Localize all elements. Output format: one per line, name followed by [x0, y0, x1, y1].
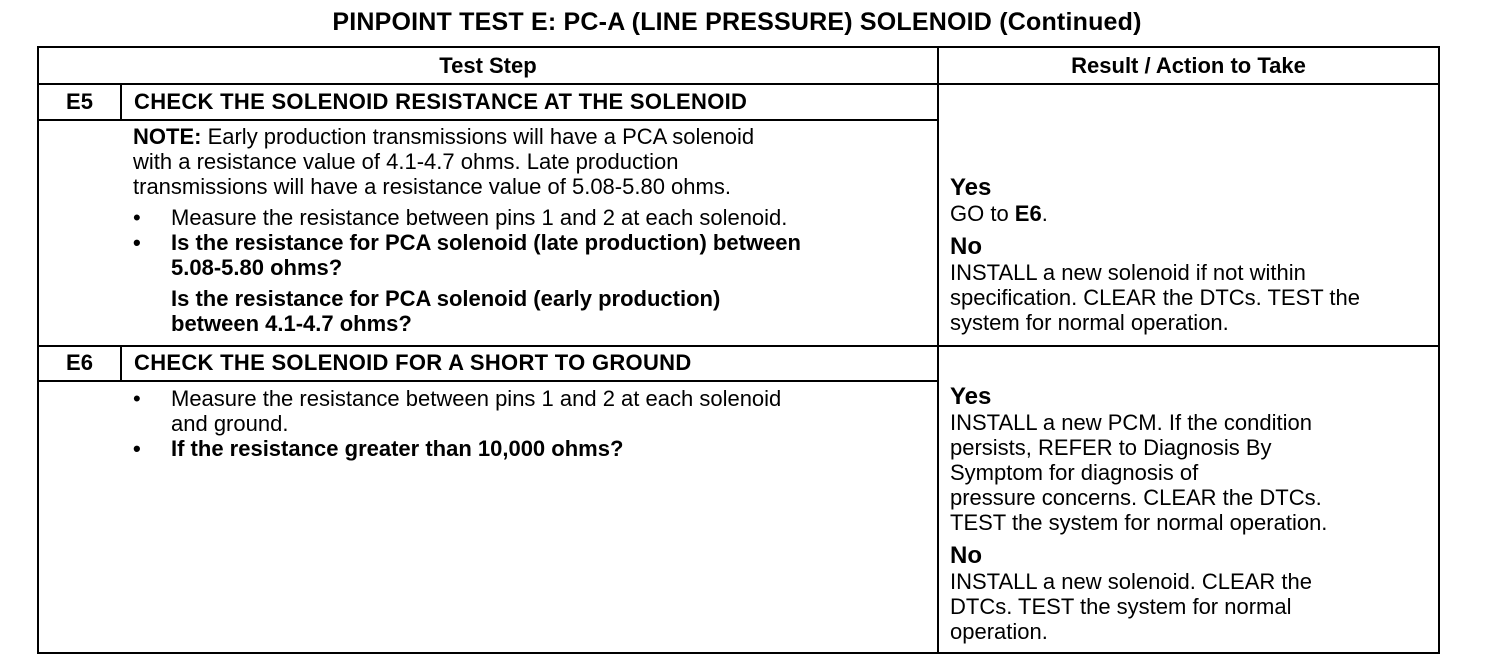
- bullet-marker: •: [133, 386, 141, 411]
- table-bottom-border: [37, 652, 1440, 654]
- list-item: [133, 230, 933, 280]
- bullet-list: [133, 205, 933, 280]
- table-right-border: [1438, 46, 1440, 654]
- e6-id-divider: [120, 345, 122, 382]
- e5-bottom-border: [37, 345, 1440, 347]
- table-top-border: [37, 46, 1440, 48]
- result-line: specification. CLEAR the DTCs. TEST the: [950, 285, 1361, 310]
- e5-title-divider: [37, 119, 939, 121]
- result-text: GO to: [950, 201, 1015, 226]
- result-line: pressure concerns. CLEAR the DTCs.: [950, 485, 1322, 510]
- sub-question-line: Is the resistance for PCA solenoid (early production): [171, 286, 721, 311]
- bullet-text: If the resistance greater than 10,000 ohms?: [171, 436, 624, 461]
- result-line: INSTALL a new solenoid. CLEAR the: [950, 569, 1312, 594]
- header-test-step: Test Step: [439, 53, 537, 78]
- bullet-marker: •: [133, 205, 141, 230]
- header-bottom-border: [37, 83, 1440, 85]
- result-no-label: No: [950, 542, 982, 569]
- bullet-text: Is the resistance for PCA solenoid (late production) between: [171, 230, 801, 255]
- result-yes-text: [950, 410, 1434, 535]
- result-line: persists, REFER to Diagnosis By: [950, 435, 1272, 460]
- sub-question: [133, 286, 933, 336]
- result-no-text: [950, 260, 1434, 335]
- header-result: Result / Action to Take: [1071, 53, 1306, 78]
- step-body-e5: [133, 124, 933, 336]
- bullet-list: [133, 386, 933, 461]
- result-line: operation.: [950, 619, 1048, 644]
- result-line: DTCs. TEST the system for normal: [950, 594, 1292, 619]
- bullet-text: Measure the resistance between pins 1 and 2 at each solenoid.: [171, 205, 788, 230]
- bullet-marker: •: [133, 230, 141, 255]
- step-reference: E6: [1014, 201, 1042, 226]
- result-yes-label: Yes: [950, 383, 992, 410]
- step-body-e6: [133, 386, 933, 461]
- e5-id-divider: [120, 83, 122, 121]
- result-no-label: No: [950, 233, 982, 260]
- result-yes-text: [950, 201, 1434, 226]
- step-title-e6: CHECK THE SOLENOID FOR A SHORT TO GROUND: [134, 350, 692, 375]
- bullet-text: and ground.: [171, 411, 289, 436]
- result-text: .: [1041, 201, 1048, 226]
- result-line: INSTALL a new solenoid if not within: [950, 260, 1306, 285]
- result-line: Symptom for diagnosis of: [950, 460, 1199, 485]
- result-line: system for normal operation.: [950, 310, 1229, 335]
- page-title: PINPOINT TEST E: PC-A (LINE PRESSURE) SOLENOID (Continued): [332, 8, 1142, 36]
- result-cell-e6: [950, 384, 1434, 652]
- step-id-e6: E6: [66, 350, 93, 375]
- bullet-marker: •: [133, 436, 141, 461]
- e6-title-divider: [37, 380, 939, 382]
- bullet-text: Measure the resistance between pins 1 and 2 at each solenoid: [171, 386, 782, 411]
- result-line: INSTALL a new PCM. If the condition: [950, 410, 1312, 435]
- note-line: Early production transmissions will have a PCA solenoid: [201, 124, 755, 149]
- step-title-e5: CHECK THE SOLENOID RESISTANCE AT THE SOLENOID: [134, 89, 748, 114]
- note-label: NOTE:: [133, 124, 202, 149]
- note-paragraph: [133, 124, 933, 199]
- note-line: transmissions will have a resistance value of 5.08-5.80 ohms.: [133, 174, 731, 199]
- result-cell-e5: [950, 175, 1434, 343]
- list-item: [133, 386, 933, 436]
- note-line: with a resistance value of 4.1-4.7 ohms. Late production: [133, 149, 679, 174]
- step-id-e5: E5: [66, 89, 93, 114]
- bullet-text: 5.08-5.80 ohms?: [171, 255, 343, 280]
- column-divider: [937, 46, 939, 654]
- result-no-text: [950, 569, 1434, 644]
- list-item: [133, 436, 933, 461]
- result-yes-label: Yes: [950, 174, 992, 201]
- list-item: [133, 205, 933, 230]
- sub-question-line: between 4.1-4.7 ohms?: [171, 311, 412, 336]
- result-line: TEST the system for normal operation.: [950, 510, 1328, 535]
